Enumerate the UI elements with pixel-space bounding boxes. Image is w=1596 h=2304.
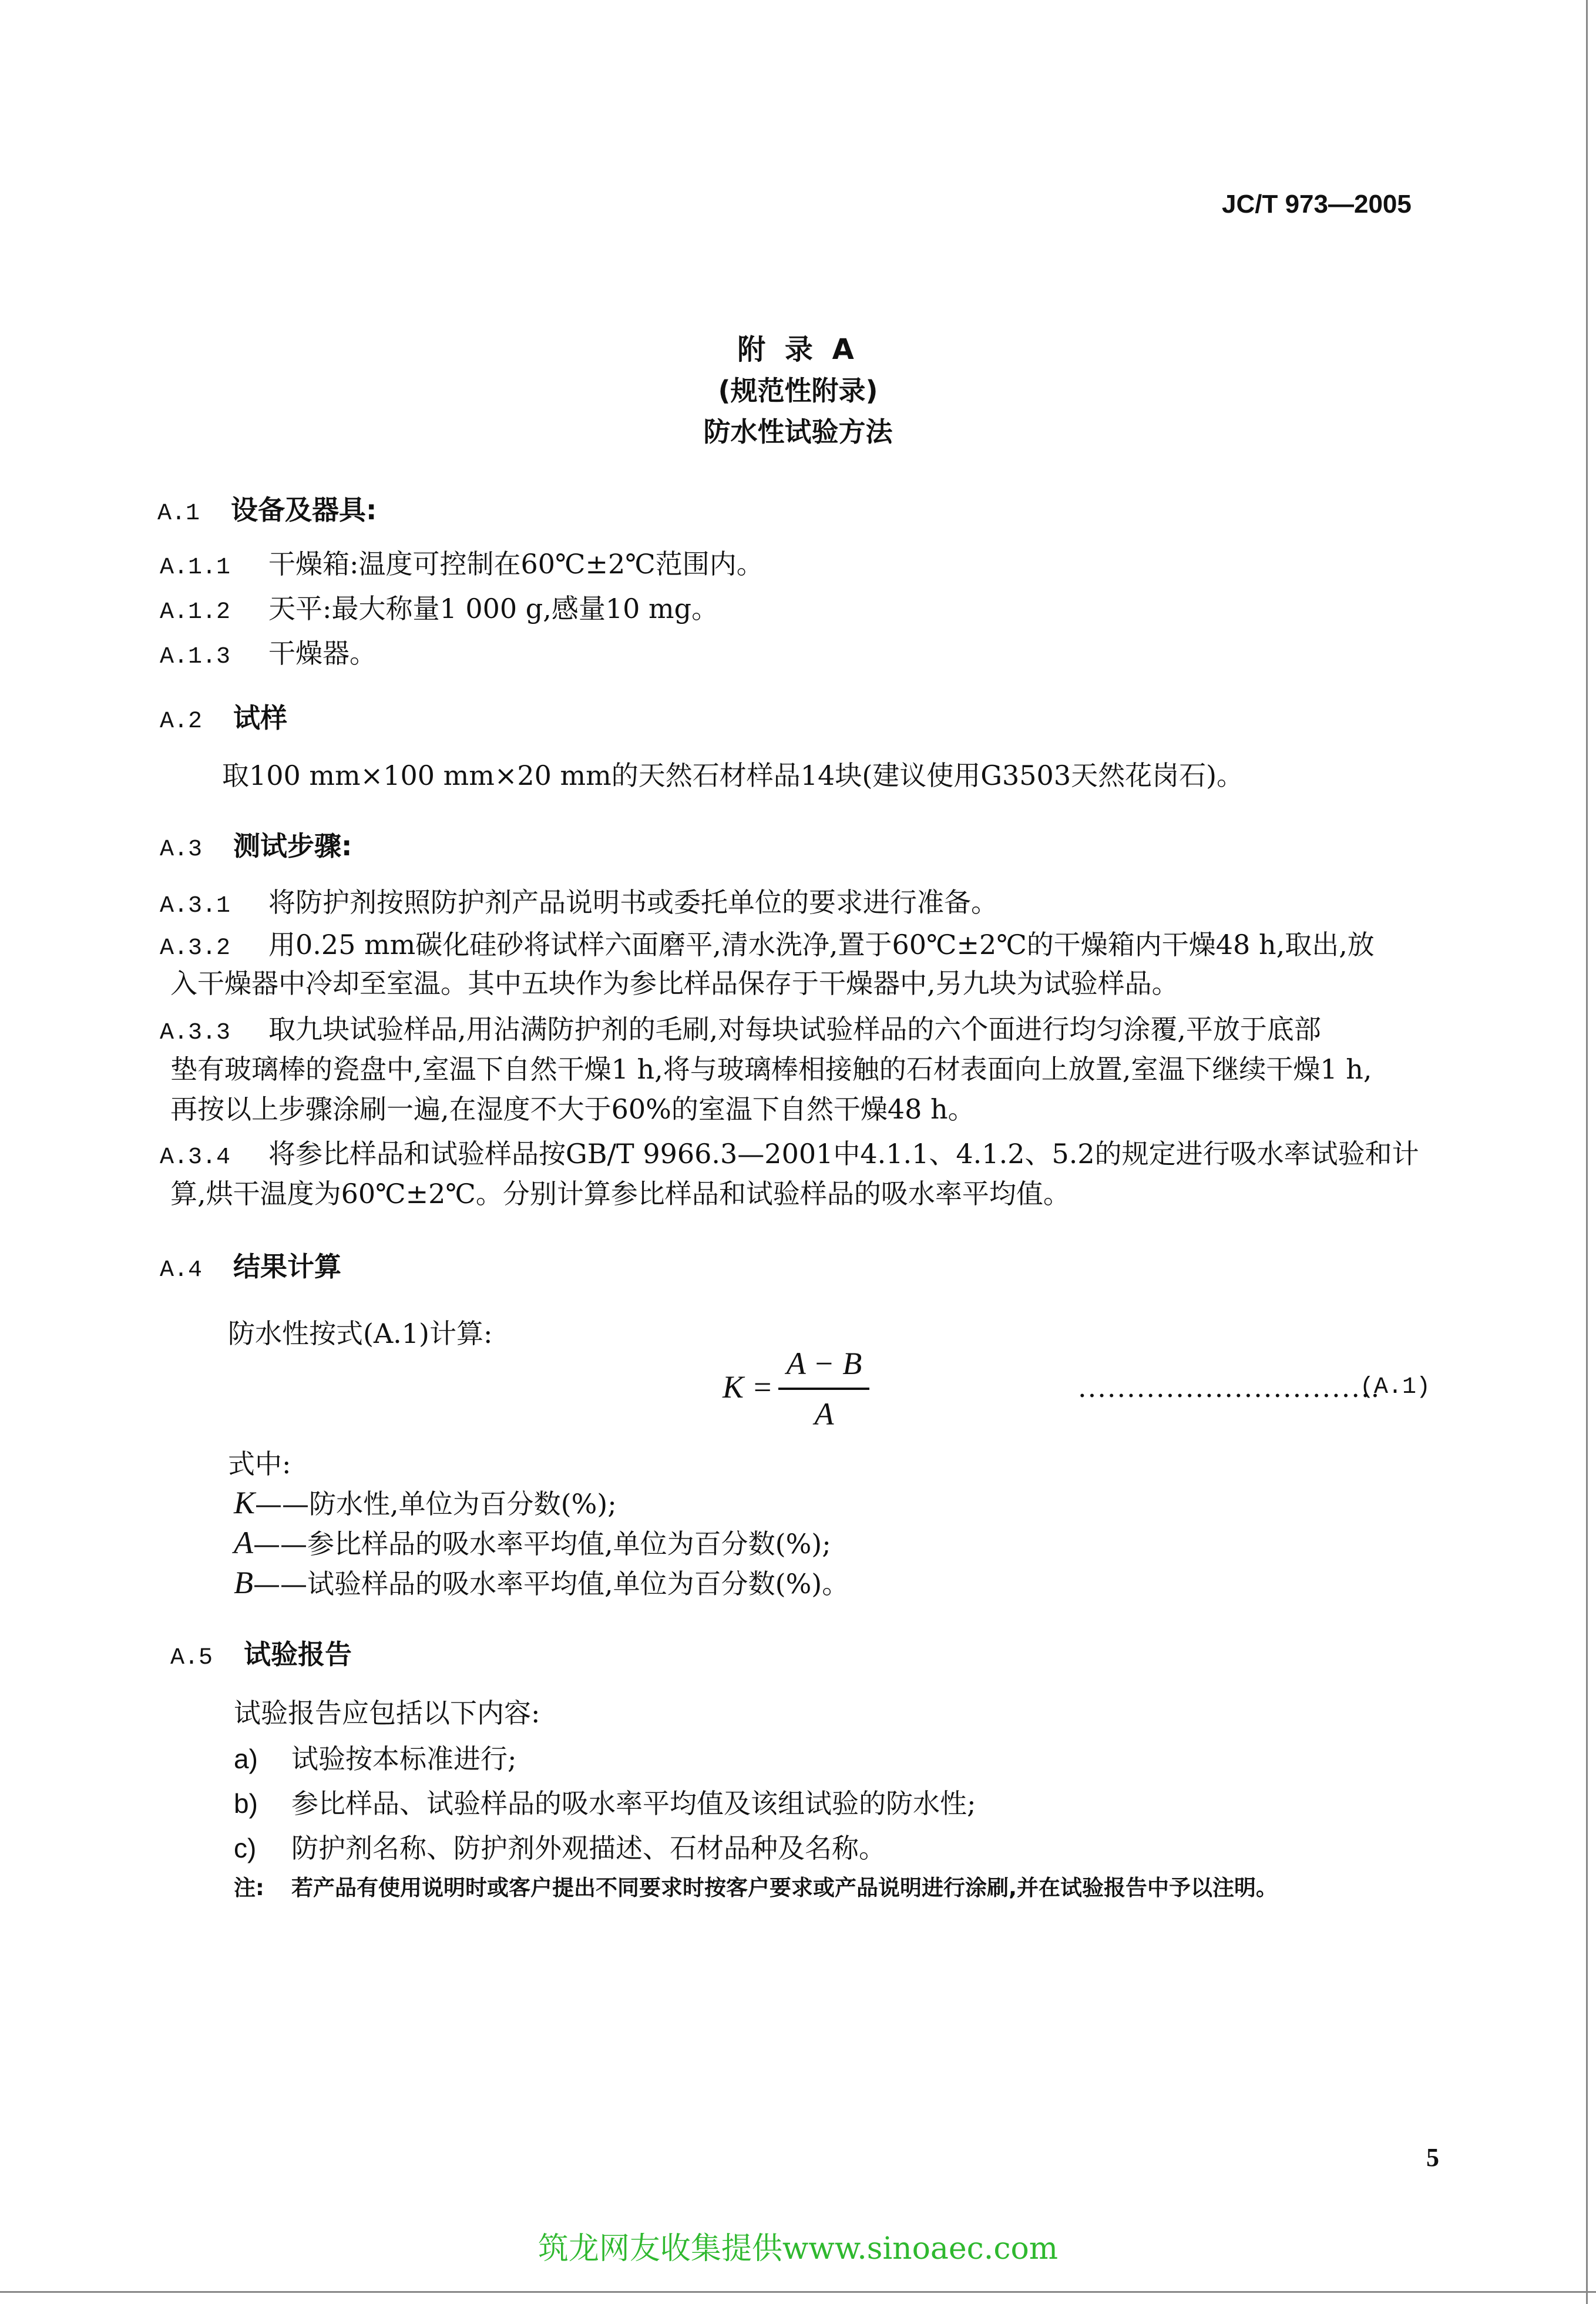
item-a1-2 (160, 591, 718, 630)
formula-intro: 防水性按式(A.1)计算: (228, 1318, 493, 1349)
symbol: B (234, 1565, 253, 1600)
item-a3-3 (160, 1012, 1321, 1051)
item-marker: b) (234, 1788, 258, 1819)
section-title: 测试步骤: (233, 830, 352, 862)
section-a1-heading (157, 492, 377, 532)
formula-fraction-bar (778, 1388, 869, 1390)
section-a3-heading (160, 828, 352, 868)
report-item-a (234, 1741, 517, 1776)
item-marker: c) (234, 1833, 257, 1863)
appendix-title: 附 录 A (737, 333, 859, 366)
item-number: A.1.3 (160, 644, 231, 670)
note-text: 若产品有使用说明时或客户提出不同要求时按客户要求或产品说明进行涂刷,并在试验报告中予以注明。 (291, 1875, 1278, 1900)
item-a3-3-cont2: 再按以上步骤涂刷一遍,在湿度不大于60%的室温下自然干燥48 h。 (170, 1093, 975, 1125)
item-text: 干燥器。 (268, 637, 377, 669)
formula-lhs: K = (723, 1369, 773, 1405)
scan-edge-bottom (0, 2291, 1596, 2293)
definition-a (234, 1525, 831, 1561)
section-number: A.5 (170, 1645, 213, 1671)
appendix-name: 防水性试验方法 (703, 416, 893, 448)
section-number: A.2 (160, 708, 203, 735)
section-a5-heading (170, 1637, 352, 1676)
section-title: 设备及器具: (231, 494, 377, 526)
definition-b (234, 1565, 849, 1601)
definition-text: ——参比样品的吸水率平均值,单位为百分数(%); (253, 1528, 831, 1560)
item-number: A.3.4 (160, 1144, 231, 1171)
item-number: A.3.2 (160, 935, 231, 962)
item-text: 干燥箱:温度可控制在60℃±2℃范围内。 (268, 548, 764, 580)
item-number: A.3.3 (160, 1020, 231, 1046)
section-number: A.3 (160, 837, 203, 863)
appendix-subtitle: (规范性附录) (718, 375, 878, 407)
item-text: 天平:最大称量1 000 g,感量10 mg。 (268, 593, 719, 624)
formula-denominator: A (814, 1396, 834, 1432)
item-number: A.1.1 (160, 555, 231, 581)
section-a2-text: 取100 mm×100 mm×20 mm的天然石材样品14块(建议使用G3503天然花岗石)。 (222, 760, 1244, 791)
symbol: K (234, 1485, 256, 1520)
item-text-line: 取九块试验样品,用沾满防护剂的毛刷,对每块试验样品的六个面进行均匀涂覆,平放于底部 (268, 1013, 1321, 1045)
item-number: A.1.2 (160, 599, 231, 626)
item-text: 防护剂名称、防护剂外观描述、石材品种及名称。 (291, 1832, 886, 1864)
item-a3-4-cont: 算,烘干温度为60℃±2℃。分别计算参比样品和试验样品的吸水率平均值。 (170, 1178, 1070, 1210)
item-text: 将防护剂按照防护剂产品说明书或委托单位的要求进行准备。 (268, 886, 998, 918)
report-item-b (234, 1786, 976, 1821)
item-a3-1 (160, 885, 998, 924)
definition-text: ——防水性,单位为百分数(%); (255, 1488, 617, 1520)
where-label: 式中: (228, 1448, 291, 1480)
formula-label: (A.1) (1360, 1374, 1431, 1400)
item-a3-2-cont: 入干燥器中冷却至室温。其中五块作为参比样品保存于干燥器中,另九块为试验样品。 (170, 968, 1179, 999)
section-title: 结果计算 (233, 1251, 341, 1282)
item-a3-2 (160, 927, 1375, 966)
section-a2-heading (160, 700, 287, 740)
definition-text: ——试验样品的吸水率平均值,单位为百分数(%)。 (253, 1568, 849, 1600)
doc-code: JC/T 973—2005 (1222, 190, 1412, 219)
definition-k (234, 1485, 617, 1522)
item-text: 试验按本标准进行; (291, 1743, 517, 1775)
section-number: A.1 (157, 501, 200, 527)
item-a3-4 (160, 1136, 1419, 1175)
section-a4-heading (160, 1249, 341, 1288)
report-note (234, 1872, 1278, 1905)
page-number: 5 (1426, 2143, 1439, 2172)
formula-numerator: A − B (786, 1346, 862, 1381)
section-number: A.4 (160, 1257, 203, 1284)
section-title: 试样 (233, 702, 287, 734)
item-a1-3 (160, 636, 377, 675)
report-item-c (234, 1831, 886, 1866)
item-marker: a) (234, 1744, 258, 1774)
symbol: A (234, 1525, 253, 1560)
section-title: 试验报告 (244, 1638, 352, 1670)
watermark: 筑龙网友收集提供www.sinoaec.com (537, 2231, 1059, 2266)
formula-leader-dots: ............................... (1078, 1372, 1381, 1403)
item-a3-3-cont1: 垫有玻璃棒的瓷盘中,室温下自然干燥1 h,将与玻璃棒相接触的石材表面向上放置,室温下继续干燥1 h, (170, 1053, 1372, 1085)
item-text-line: 用0.25 mm碳化硅砂将试样六面磨平,清水洗净,置于60℃±2℃的干燥箱内干燥48 h,取出,放 (268, 929, 1375, 960)
item-a1-1 (160, 546, 764, 586)
note-label: 注: (234, 1875, 264, 1900)
report-intro: 试验报告应包括以下内容: (234, 1697, 540, 1729)
item-text-line: 将参比样品和试验样品按GB/T 9966.3—2001中4.1.1、4.1.2、5.2的规定进行吸水率试验和计 (268, 1138, 1419, 1170)
item-number: A.3.1 (160, 893, 231, 919)
item-text: 参比样品、试验样品的吸水率平均值及该组试验的防水性; (291, 1788, 976, 1819)
